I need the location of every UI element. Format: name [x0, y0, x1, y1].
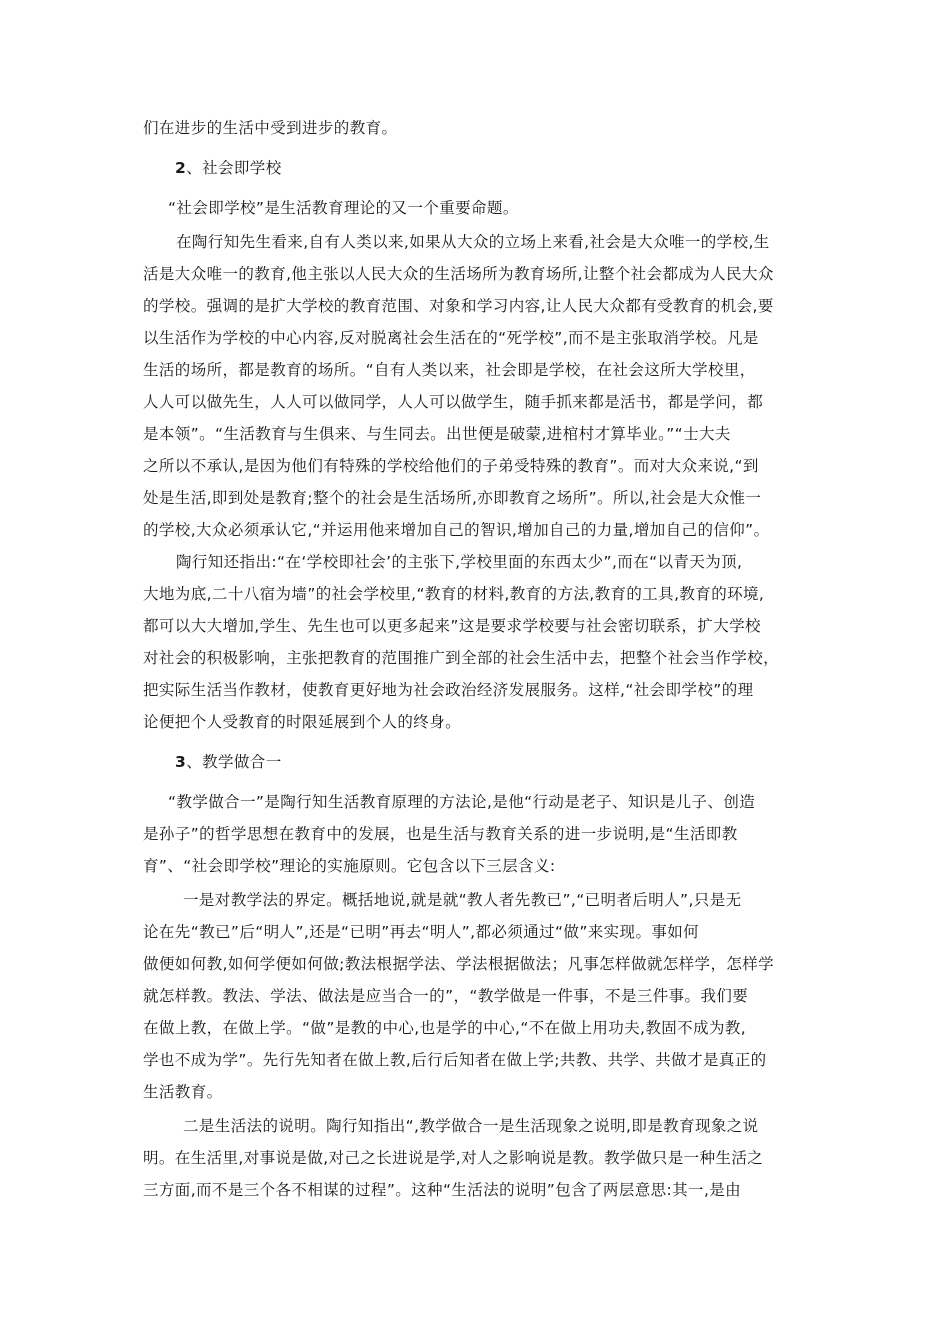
- text-line: “社会即学校”是生活教育理论的又一个重要命题。: [168, 199, 519, 217]
- text-line: 就怎样教。教法、学法、做法是应当合一的”，“教学做是一件事，不是三件事。我们要: [143, 987, 749, 1005]
- text-line: 论在先“教已”后“明人”,还是“已明”再去“明人”,都必须通过“做”来实现。事如何: [143, 923, 700, 941]
- text-line: 大地为底,二十八宿为墙”的社会学校里,“教育的材料,教育的方法,教育的工具,教育的环境,: [143, 585, 765, 603]
- text-line: “教学做合一”是陶行知生活教育原理的方法论,是他“行动是老子、知识是儿子、创造: [168, 793, 756, 811]
- text-line: 育”、“社会即学校”理论的实施原则。它包含以下三层含义:: [143, 857, 556, 875]
- text-line: 活是大众唯一的教育,他主张以人民大众的生活场所为教育场所,让整个社会都成为人民大众: [143, 265, 774, 283]
- text-line: 人人可以做先生，人人可以做同学，人人可以做学生，随手抓来都是活书，都是学问，都: [143, 393, 764, 411]
- text-line: 把实际生活当作教材，使教育更好地为社会政治经济发展服务。这样,“社会即学校”的理: [143, 681, 754, 699]
- text-line: 的学校,大众必须承认它,“并运用他来增加自己的智识,增加自己的力量,增加自己的信仰”。: [143, 521, 770, 539]
- text-line: 三方面,而不是三个各不相谋的过程”。这种“生活法的说明”包含了两层意思:其一,是由: [143, 1181, 742, 1199]
- text-line: 之所以不承认,是因为他们有特殊的学校给他们的子弟受特殊的教育”。而对大众来说,“到: [143, 457, 759, 475]
- text-line: 在做上教，在做上学。“做”是教的中心,也是学的中心,“不在做上用功夫,教固不成为教,: [143, 1019, 747, 1037]
- text-line: 做便如何教,如何学便如何做;教法根据学法、学法根据做法；凡事怎样做就怎样学，怎样学: [143, 955, 775, 973]
- text-line: 生活的场所，都是教育的场所。“自有人类以来，社会即是学校，在社会这所大学校里，: [143, 361, 756, 379]
- text-line: 明。在生活里,对事说是做,对己之长进说是学,对人之影响说是教。教学做只是一种生活之: [143, 1149, 764, 1167]
- heading-number: 3: [175, 753, 187, 771]
- text-line: 都可以大大增加,学生、先生也可以更多起来”这是要求学校要与社会密切联系，扩大学校: [143, 617, 761, 635]
- text-line: 是孙子”的哲学思想在教育中的发展，也是生活与教育关系的进一步说明,是“生活即教: [143, 825, 738, 843]
- text-line: 处是生活,即到处是教育;整个的社会是生活场所,亦即教育之场所”。所以,社会是大众惟一: [143, 489, 762, 507]
- heading-text: 、社会即学校: [186, 159, 282, 177]
- text-line: 们在进步的生活中受到进步的教育。: [143, 119, 398, 137]
- text-line: 论便把个人受教育的时限延展到个人的终身。: [143, 713, 462, 731]
- text-line: 的学校。强调的是扩大学校的教育范围、对象和学习内容,让人民大众都有受教育的机会,要: [143, 297, 774, 315]
- text-line: 在陶行知先生看来,自有人类以来,如果从大众的立场上来看,社会是大众唯一的学校,生: [176, 233, 770, 251]
- text-line: 对社会的积极影响，主张把教育的范围推广到全部的社会生活中去，把整个社会当作学校，: [143, 649, 780, 667]
- section-heading-3: [175, 752, 950, 772]
- text-line: 陶行知还指出:“在‘学校即社会’的主张下,学校里面的东西太少”,而在“以青天为顶,: [176, 553, 743, 571]
- text-line: 一是对教学法的界定。概括地说,就是就“教人者先教已”,“已明者后明人”,只是无: [183, 891, 742, 909]
- text-line: 以生活作为学校的中心内容,反对脱离社会生活在的“死学校”,而不是主张取消学校。凡是: [143, 329, 759, 347]
- section-heading-2: [175, 158, 950, 178]
- text-line: 二是生活法的说明。陶行知指出“,教学做合一是生活现象之说明,即是教育现象之说: [183, 1117, 759, 1135]
- text-line: 学也不成为学”。先行先知者在做上教,后行后知者在做上学;共教、共学、共做才是真正的: [143, 1051, 767, 1069]
- heading-number: 2: [175, 159, 187, 177]
- text-line: 生活教育。: [143, 1083, 223, 1101]
- heading-text: 、教学做合一: [186, 753, 282, 771]
- text-line: 是本领”。“生活教育与生俱来、与生同去。出世便是破蒙,进棺村才算毕业。”“士大夫: [143, 425, 731, 443]
